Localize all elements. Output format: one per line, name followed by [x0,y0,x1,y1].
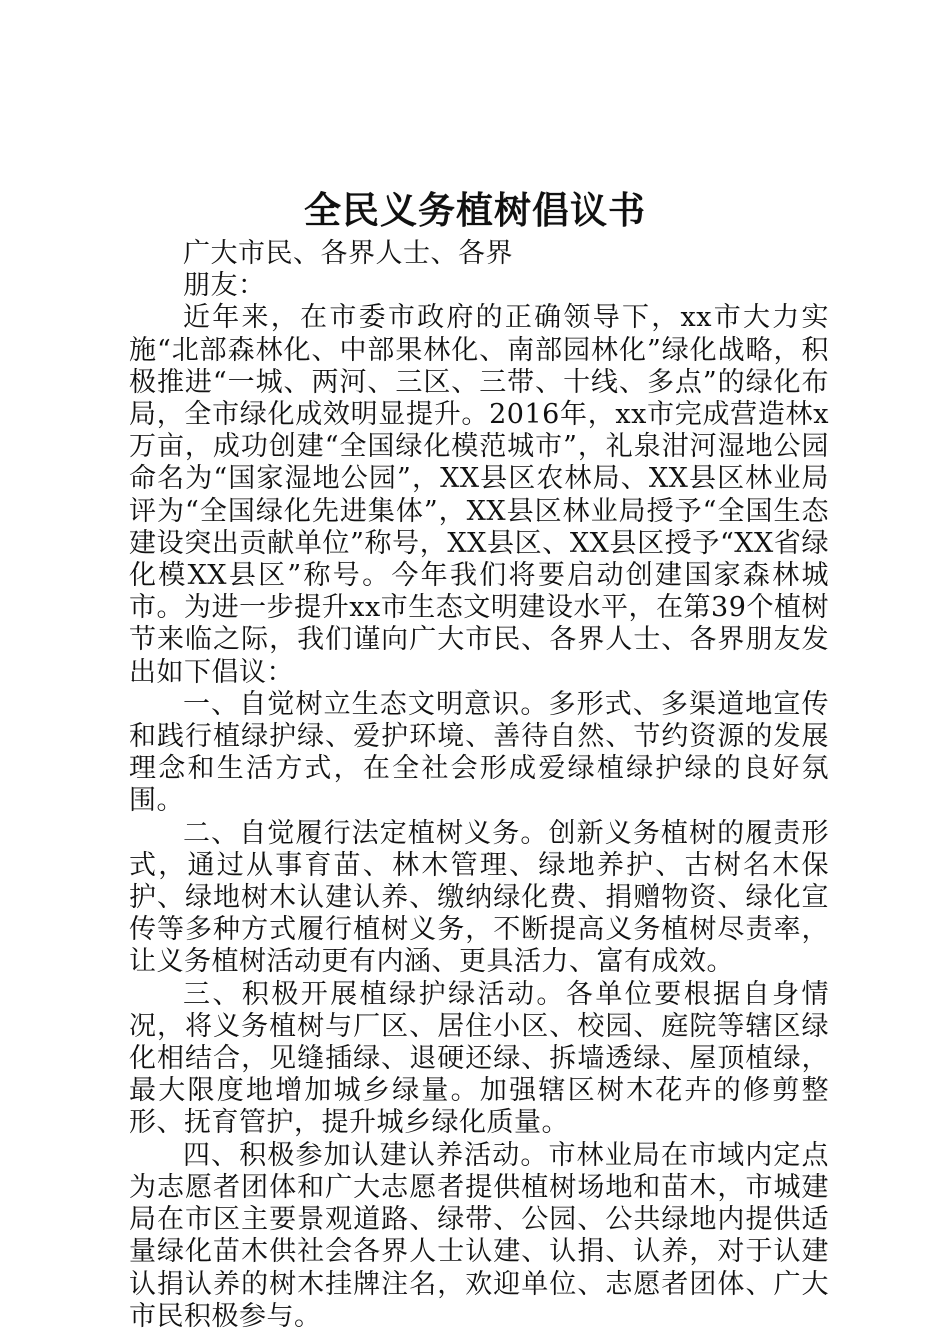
paragraph-item-2: 二、自觉履行法定植树义务。创新义务植树的履责形式，通过从事育苗、林木管理、绿地养护、古树名木保护、绿地树木认建认养、缴纳绿化费、捐赠物资、绿化宣传等多种方式履行植树义务，不断提高义务植树尽责率，让义务植树活动更有内涵、更具活力、富有成效。 [129,817,829,978]
document-title: 全民义务植树倡议书 [304,188,646,232]
paragraph-item-4: 四、积极参加认建认养活动。市林业局在市域内定点为志愿者团体和广大志愿者提供植树场地和苗木，市城建局在市区主要景观道路、绿带、公园、公共绿地内提供适量绿化苗木供社会各界人士认建、认捐、认养，对于认建认捐认养的树木挂牌注名，欢迎单位、志愿者团体、广大市民积极参与。 [129,1139,829,1332]
salutation-line-1: 广大市民、各界人士、各界 [183,238,513,269]
salutation-line-2: 朋友： [183,270,266,302]
paragraph-intro: 近年来，在市委市政府的正确领导下，xx市大力实施“北部森林化、中部果林化、南部园林化”绿化战略，积极推进“一城、两河、三区、三带、十线、多点”的绿化布局，全市绿化成效明显提升。2016年，xx市完成营造林x万亩，成功创建“全国绿化模范城市”，礼泉泔河湿地公园命名为“国家湿地公园”，XX县区农林局、XX县区林业局评为“全国绿化先进集体”，XX县区林业局授予“全国生态建设突出贡献单位”称号，XX县区、XX县区授予“XX省绿化模XX县区”称号。今年我们将要启动创建国家森林城市。为进一步提升xx市生态文明建设水平，在第39个植树节来临之际，我们谨向广大市民、各界人士、各界朋友发出如下倡议： [129,302,829,688]
document-body [129,238,829,1333]
paragraph-item-3: 三、积极开展植绿护绿活动。各单位要根据自身情况，将义务植树与厂区、居住小区、校园、庭院等辖区绿化相结合，见缝插绿、退硬还绿、拆墙透绿、屋顶植绿，最大限度地增加城乡绿量。加强辖区树木花卉的修剪整形、抚育管护，提升城乡绿化质量。 [129,978,829,1139]
paragraph-item-1: 一、自觉树立生态文明意识。多形式、多渠道地宣传和践行植绿护绿、爱护环境、善待自然、节约资源的发展理念和生活方式，在全社会形成爱绿植绿护绿的良好氛围。 [129,688,829,817]
